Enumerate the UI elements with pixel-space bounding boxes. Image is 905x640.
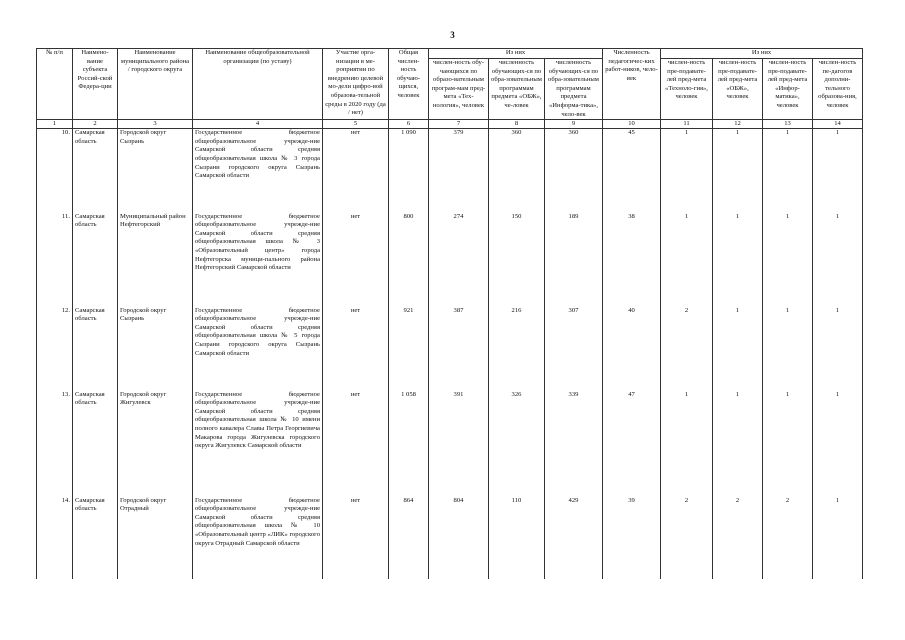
obzh-students-cell: 216 [489,307,545,391]
region-cell: Самарская область [73,391,118,497]
obzh-students-cell: 360 [489,129,545,213]
obzh-teachers-cell: 1 [713,129,763,213]
table-row [37,213,863,307]
obzh-students-cell: 150 [489,213,545,307]
table-row [37,497,863,579]
table-row [37,307,863,391]
inform-students-cell: 189 [545,213,603,307]
header-col-4: Наименование общеобразовательной организации (по уставу) [193,49,323,120]
obzh-teachers-cell: 1 [713,213,763,307]
column-number: 11 [661,120,713,129]
tech-students-cell: 274 [429,213,489,307]
inform-students-cell: 307 [545,307,603,391]
total-students-cell: 1 058 [389,391,429,497]
header-col-13: числен-ность пре-подавате-лей пред-мета «Инфор-матика», человек [763,59,813,120]
district-cell: Городской округ Сызрань [118,129,193,213]
column-number: 6 [389,120,429,129]
extra-teachers-cell: 1 [813,129,863,213]
total-students-cell: 800 [389,213,429,307]
schools-table [36,48,863,579]
tech-teachers-cell: 2 [661,307,713,391]
row-number: 12. [37,307,73,391]
region-cell: Самарская область [73,307,118,391]
header-col-12: числен-ность пре-подавате-лей пред-мета «ОБЖ», человек [713,59,763,120]
column-number: 2 [73,120,118,129]
participation-cell: нет [323,307,389,391]
column-number: 3 [118,120,193,129]
participation-cell: нет [323,391,389,497]
column-number: 13 [763,120,813,129]
page-number: 3 [450,30,455,40]
row-number: 14. [37,497,73,579]
column-number: 8 [489,120,545,129]
district-cell: Городской округ Сызрань [118,307,193,391]
column-number: 12 [713,120,763,129]
teachers-cell: 47 [603,391,661,497]
column-number: 7 [429,120,489,129]
tech-teachers-cell: 1 [661,213,713,307]
row-number: 11. [37,213,73,307]
header-col-14: числен-ность пе-дагогов дополни-тельного образова-ния, человек [813,59,863,120]
tech-students-cell: 804 [429,497,489,579]
region-cell: Самарская область [73,213,118,307]
table-header [37,49,863,129]
organization-cell: Государственное бюджетное общеобразовательное учрежде-ние Самарской области средняя общеобразовательная школа № 10 имени полного кавалера Славы Петра Георгиевича Макарова города Жигулевска городского округа Жигулевск Самарской области [193,391,323,497]
header-group-11-14: Из них [661,49,863,59]
extra-teachers-cell: 1 [813,497,863,579]
header-col-5: Участие орга-низации в ме-роприятии по внедрению целевой мо-дели цифро-вой образова-тельной среды в 2020 году (да / нет) [323,49,389,120]
district-cell: Городской округ Жигулевск [118,391,193,497]
row-number: 13. [37,391,73,497]
column-number: 4 [193,120,323,129]
inform-students-cell: 429 [545,497,603,579]
total-students-cell: 864 [389,497,429,579]
header-col-2: Наимено-вание субъекта Россий-ской Федера-ции [73,49,118,120]
table-row [37,391,863,497]
teachers-cell: 38 [603,213,661,307]
table-body [37,129,863,579]
total-students-cell: 921 [389,307,429,391]
obzh-students-cell: 326 [489,391,545,497]
tech-students-cell: 391 [429,391,489,497]
column-number: 10 [603,120,661,129]
tech-teachers-cell: 2 [661,497,713,579]
participation-cell: нет [323,129,389,213]
extra-teachers-cell: 1 [813,307,863,391]
organization-cell: Государственное бюджетное общеобразовательное учрежде-ние Самарской области средняя общеобразовательная школа № 10 «Образовательный центр «ЛИК» городского округа Отрадный Самарской области [193,497,323,579]
inform-teachers-cell: 1 [763,129,813,213]
tech-teachers-cell: 1 [661,129,713,213]
region-cell: Самарская область [73,497,118,579]
tech-students-cell: 379 [429,129,489,213]
inform-teachers-cell: 1 [763,213,813,307]
extra-teachers-cell: 1 [813,213,863,307]
obzh-teachers-cell: 1 [713,307,763,391]
district-cell: Городской округ Отрадный [118,497,193,579]
header-col-11: числен-ность пре-подавате-лей пред-мета «Техноло-гия», человек [661,59,713,120]
obzh-teachers-cell: 1 [713,391,763,497]
inform-students-cell: 339 [545,391,603,497]
extra-teachers-cell: 1 [813,391,863,497]
header-col-6: Общая числен-ность обучаю-щихся, человек [389,49,429,120]
column-number: 5 [323,120,389,129]
organization-cell: Государственное бюджетное общеобразовательное учрежде-ние Самарской области средняя общеобразовательная школа № 3 города Сызрани городского округа Сызрань Самарской области [193,129,323,213]
column-number: 1 [37,120,73,129]
inform-teachers-cell: 1 [763,307,813,391]
inform-students-cell: 360 [545,129,603,213]
column-number: 14 [813,120,863,129]
header-col-3: Наименование муниципального района / городского округа [118,49,193,120]
organization-cell: Государственное бюджетное общеобразовательное учрежде-ние Самарской области средняя общеобразовательная школа № 5 города Сызрани городского округа Сызрань Самарской области [193,307,323,391]
tech-students-cell: 387 [429,307,489,391]
teachers-cell: 40 [603,307,661,391]
obzh-students-cell: 110 [489,497,545,579]
header-col-9: численность обучающих-ся по обра-зовательным программам предмета «Информа-тика», чело-век [545,59,603,120]
column-number-row [37,120,863,129]
header-col-7: числен-ность обу-чающихся по образо-вательным програм-мам пред-мета «Тех-нология», человек [429,59,489,120]
inform-teachers-cell: 1 [763,391,813,497]
tech-teachers-cell: 1 [661,391,713,497]
column-number: 9 [545,120,603,129]
header-group-7-9: Из них [429,49,603,59]
participation-cell: нет [323,213,389,307]
teachers-cell: 45 [603,129,661,213]
participation-cell: нет [323,497,389,579]
header-col-10: Численность педагогичес-ких работ-ников, чело-век [603,49,661,120]
organization-cell: Государственное бюджетное общеобразовательное учрежде-ние Самарской области средняя общеобразовательная школа № 3 «Образовательный центр» города Нефтегорска муници-пального района Нефтегорский Самарской области [193,213,323,307]
obzh-teachers-cell: 2 [713,497,763,579]
header-col-1: № п/п [37,49,73,120]
district-cell: Муниципальный район Нефтегорский [118,213,193,307]
row-number: 10. [37,129,73,213]
total-students-cell: 1 090 [389,129,429,213]
header-col-8: численность обучающих-ся по обра-зовательным программам предмета «ОБЖ», че-ловек [489,59,545,120]
inform-teachers-cell: 2 [763,497,813,579]
region-cell: Самарская область [73,129,118,213]
teachers-cell: 39 [603,497,661,579]
table-row [37,129,863,213]
